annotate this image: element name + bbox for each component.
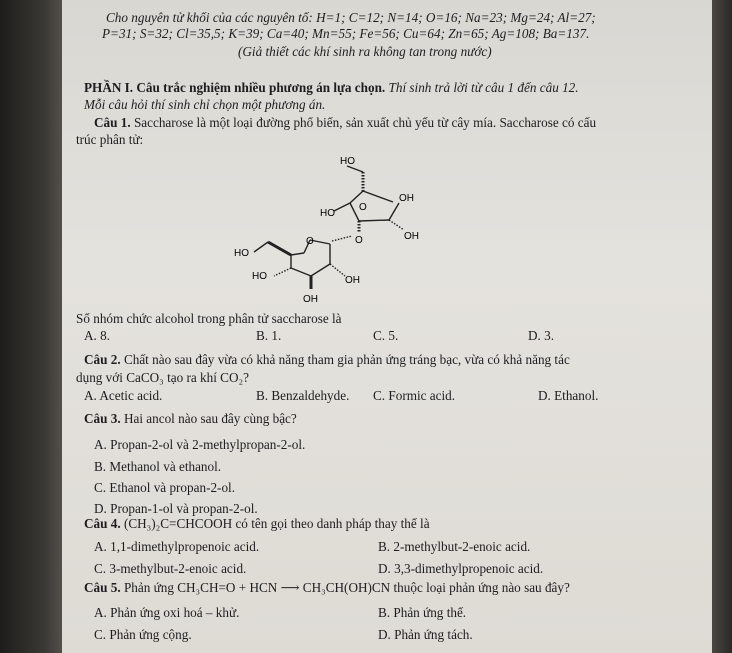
q2-text-1: Chất nào sau đây vừa có khả năng tham gia phản ứng tráng bạc, vừa có khả năng tác — [120, 352, 570, 367]
q3-stem — [84, 411, 297, 427]
label-OH: OH — [399, 193, 414, 204]
atomic-masses-line-2: P=31; S=32; Cl=35,5; K=39; Ca=40; Mn=55; Fe=56; Cu=64; Zn=65; Ag=108; Ba=137. — [102, 26, 590, 41]
label-HO: HO — [340, 156, 355, 167]
label-O-ring: O — [359, 202, 367, 213]
bond — [359, 220, 389, 221]
label-O-glycosidic: O — [355, 235, 363, 246]
saccharose-structure — [212, 150, 452, 308]
label-OH: OH — [303, 294, 318, 305]
q1-text-1: Saccharose là một loại đường phổ biến, sản xuất chủ yếu từ cây mía. Saccharose có cấu — [130, 115, 597, 130]
bond — [268, 242, 291, 255]
bond — [334, 203, 350, 211]
q5-option-b[interactable]: B. Phản ứng thế. — [378, 605, 467, 620]
q3-option-d[interactable]: D. Propan-1-ol và propan-2-ol. — [94, 501, 258, 516]
q4-option-a[interactable]: A. 1,1-dimethylpropenoic acid. — [94, 539, 260, 554]
q2-option-c[interactable]: C. Formic acid. — [373, 388, 456, 403]
q1-option-c[interactable]: C. 5. — [373, 328, 399, 343]
part1-heading — [84, 80, 579, 96]
gas-assumption-note: (Giả thiết các khí sinh ra không tan trong nước) — [238, 44, 492, 59]
bond — [389, 203, 399, 220]
q2-stem-line-1 — [84, 352, 570, 368]
q3-option-a[interactable]: A. Propan-2-ol và 2-methylpropan-2-ol. — [94, 437, 306, 452]
q3-text: Hai ancol nào sau đây cùng bậc? — [120, 411, 297, 426]
q3-label: Câu 3. — [84, 411, 121, 426]
label-OH: OH — [345, 275, 360, 286]
q5-stem — [84, 580, 570, 596]
q5-label: Câu 5. — [84, 580, 121, 595]
q2-label: Câu 2. — [84, 352, 121, 367]
q2-option-d[interactable]: D. Ethanol. — [538, 388, 599, 403]
q4-stem — [84, 516, 430, 532]
q5-text: Phản ứng CH₃CH=O + HCN ⟶ CH₃CH(OH)CN thuộc loại phản ứng nào sau đây? — [120, 580, 570, 595]
q2-stem-line-2: dụng với CaCO₃ tạo ra khí CO₂? — [76, 370, 249, 385]
bond — [332, 236, 352, 241]
bond — [363, 191, 393, 202]
part1-title: PHẦN I. Câu trắc nghiệm nhiều phương án lựa chọn. — [84, 80, 386, 95]
q4-option-c[interactable]: C. 3-methylbut-2-enoic acid. — [94, 561, 247, 576]
q4-option-d[interactable]: D. 3,3-dimethylpropenoic acid. — [378, 561, 544, 576]
bond — [350, 203, 359, 221]
q1-option-d[interactable]: D. 3. — [528, 328, 555, 343]
bond — [389, 220, 404, 230]
q5-option-d[interactable]: D. Phản ứng tách. — [378, 627, 473, 642]
label-O-ring: O — [306, 236, 314, 247]
bond — [291, 253, 304, 255]
q5-option-a[interactable]: A. Phản ứng oxi hoá – khử. — [94, 605, 240, 620]
q1-option-b[interactable]: B. 1. — [256, 328, 282, 343]
label-OH: OH — [404, 231, 419, 242]
q4-option-b[interactable]: B. 2-methylbut-2-enoic acid. — [378, 539, 531, 554]
part1-title-rest: Thí sinh trả lời từ câu 1 đến câu 12. — [385, 80, 579, 95]
q2-option-a[interactable]: A. Acetic acid. — [84, 388, 163, 403]
bond — [254, 242, 268, 252]
label-HO: HO — [234, 248, 249, 259]
exam-page — [62, 0, 712, 653]
q1-label: Câu 1. — [94, 115, 131, 130]
q4-text: (CH₃)₂C=CHCOOH có tên gọi theo danh pháp thay thế là — [120, 516, 430, 531]
bond — [291, 268, 311, 276]
q5-option-c[interactable]: C. Phản ứng cộng. — [94, 627, 192, 642]
atomic-masses-line-1: Cho nguyên tử khối của các nguyên tố: H=1; C=12; N=14; O=16; Na=23; Mg=24; Al=27; — [106, 10, 596, 25]
bond — [330, 264, 345, 276]
q2-option-b[interactable]: B. Benzaldehyde. — [256, 388, 350, 403]
label-HO: HO — [252, 271, 267, 282]
q1-stem-line-1 — [94, 115, 596, 131]
q1-stem-line-2: trúc phân tử: — [76, 132, 144, 147]
q3-option-c[interactable]: C. Ethanol và propan-2-ol. — [94, 480, 235, 495]
part1-instruction: Mỗi câu hỏi thí sinh chỉ chọn một phương án. — [84, 97, 326, 112]
bond — [274, 268, 291, 276]
q3-option-b[interactable]: B. Methanol và ethanol. — [94, 459, 222, 474]
bond — [311, 264, 330, 276]
label-HO: HO — [320, 208, 335, 219]
q1-option-a[interactable]: A. 8. — [84, 328, 111, 343]
q4-label: Câu 4. — [84, 516, 121, 531]
q1-question: Số nhóm chức alcohol trong phân tử saccharose là — [76, 311, 342, 326]
